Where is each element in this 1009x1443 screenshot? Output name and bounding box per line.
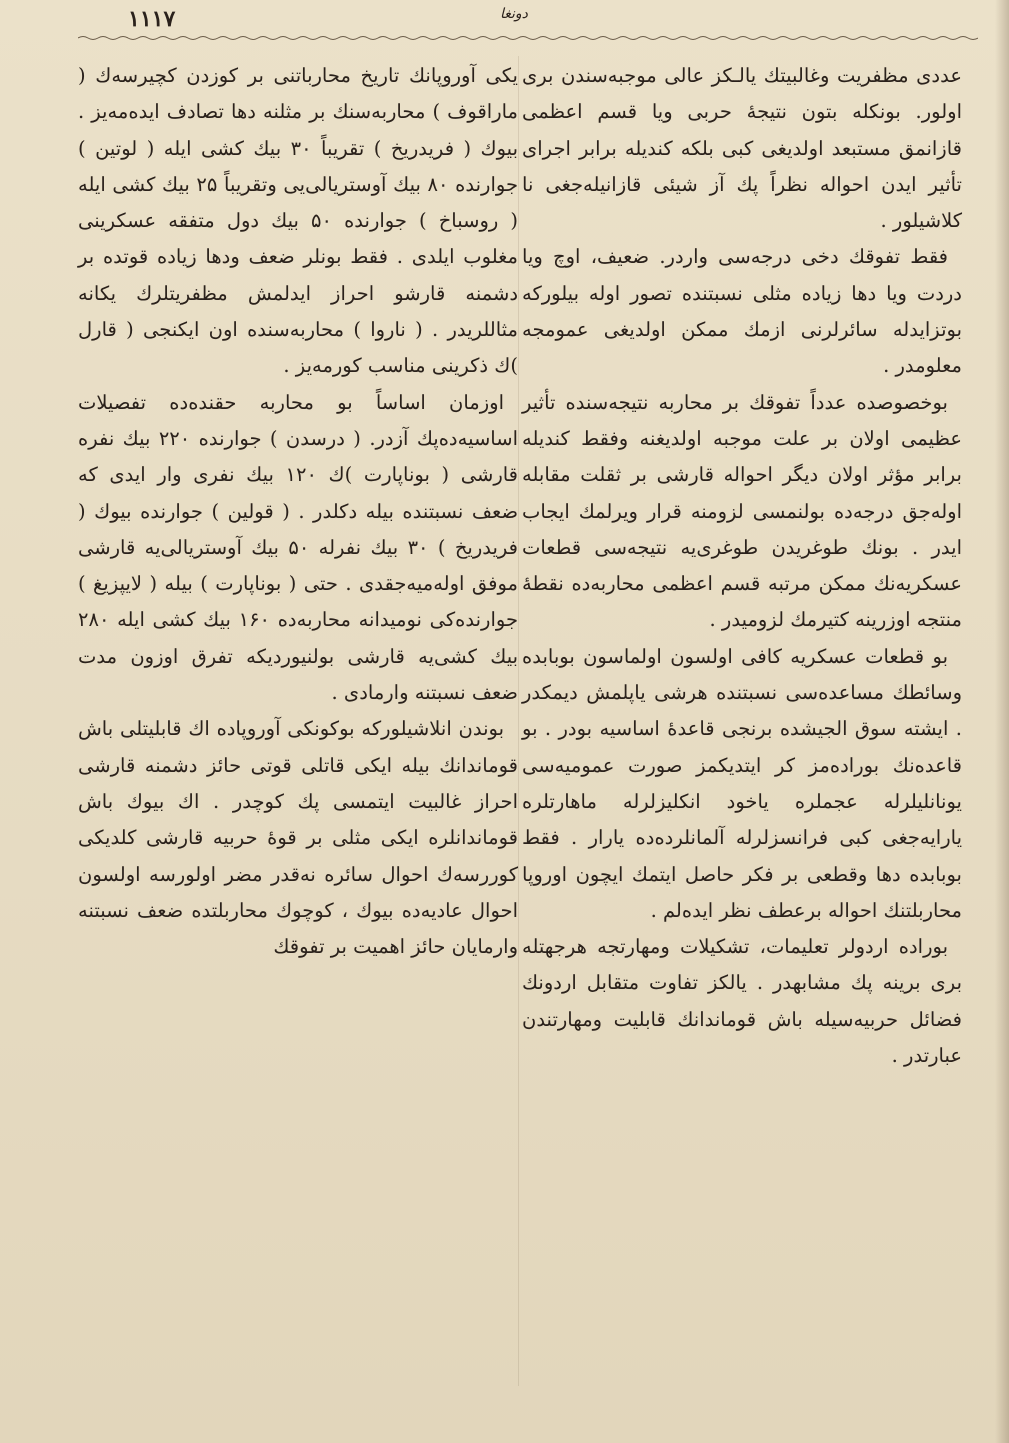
column-divider [518,56,519,1386]
paragraph: فقط تفوقك دخی درجه‌سی واردر. ضعیف، اوچ ویا دردت ویا دها زیاده مثلی نسبتنده تصور اوله بیلورکه بوتزایدله سائرلرنی ازمك ممكن اولدیغی عمومجه معلومدر . [522,245,962,378]
page-number: ١١١٧ [128,6,176,32]
paragraph: بو قطعات عسكریه كافی اولسون اولماسون بوبابده وسائطك مساعده‌سی نسبتنده هرشی یاپلمش دیمكدر . ایشته سوق الجیشده برنجی قاعدهٔ اساسیه بودر . بو قاعده‌نك بوراده‌مز كر ایتدیكمز صورت عمومیه‌سی یونانلیلرله عجملره یاخود انكلیزلرله ماهارتلره یارایه‌جغی كبی فرانسزلرله آلمانلرده‌ده یارار . فقط بوبابده دها وقطعی بر فكر حاصل ایتمك ایچون اوروپا محاربلتنك احواله برعطف نظر ایده‌لم . [522,644,962,922]
paragraph: اوزمان اساساً بو محاربه حقنده‌ده تفصیلات اساسیه‌ده‌پك آزدر. ( درسدن ) جوارنده ۲۲۰ بیك نفره قارشی ( بوناپارت )ك ۱۲۰ بیك نفری وار ایدی كه ضعف نسبتنده بیله دكلدر . ( قولین ) جوارنده بیوك ( فریدریخ ) ۳۰ بیك نفرله ۵۰ بیك آوستریالی‌یه قارشی موفق اوله‌میه‌جقدی . حتی ( بوناپارت ) بیله ( لایپزیغ ) جوارنده‌كی نومیدانه محاربه‌ده ۱۶۰ بیك كشی ایله ۲۸۰ بیك كشی‌یه قارشی بولنیوردیكه تفرق اوزون مدت ضعف نسبتنه وارمادی . [78,390,519,705]
left-column [78,58,518,965]
header-rule [78,35,978,41]
paragraph: بوراده اردولر تعلیمات، تشكیلات ومهارتجه هرجهتله بری برینه پك مشابهدر . یالكز تفاوت متقابل اردونك فضائل حربیه‌سیله باش قوماندانك قابلیت ومهارتندن عبارتدر . [522,935,962,1068]
running-title: دونغا [500,6,528,22]
paragraph: بوخصوصده عدداً تفوقك بر محاربه نتیجه‌سنده تأثیر عظیمی اولان بر علت موجبه اولدیغنه وفقط كندیله برابر مؤثر اولان دیگر احواله قارشی بر ثقلت مقابله اوله‌جق درجه‌ده بولنمسی لزومنه قرار ویرلمك ایجاب ایدر . بونك طوغریدن طوغری‌یه نتیجه‌سی قطعات عسكریه‌نك ممكن مرتبه قسم اعظمی محاربه‌ده نقطهٔ منتجه اوزرینه كتیرمك لزومیدر . [522,390,962,632]
page-edge-shadow [995,0,1009,1443]
right-column [522,58,962,1074]
paragraph: بوندن انلاشیلوركه بوكونكی آوروپاده اك قابلیتلی باش قوماندانك بیله ایكی قاتلی قوتی حائز دشمنه قارشی احراز غالبیت ایتمسی پك كوچدر . اك بیوك باش قوماندانلره ایكی مثلی بر قوهٔ حربیه قارشی كلدیكی كوررسه‌ك احوال سائره نه‌قدر مضر اولورسه اولسون احوال عادیه‌ده بیوك ، كوچوك محاربلتده ضعف نسبتنه وارمایان حائز اهمیت بر تفوقك [78,717,518,959]
paragraph: عددی مظفریت وغالبیتك یالـكز عالی موجبه‌سندن بری اولور. بونكله بتون نتیجهٔ حربی ویا قسم اعظمی قازانمق مستبعد اولدیغی كبی بلكه كندیله برابر اجرای تأثیر ایدن احواله نظراً پك آز شیئی قازانیله‌جغی نا كلاشیلور . [522,64,962,233]
paragraph: یكی آوروپانك تاریخ محارباتنی بر كوزدن كچیرسه‌ك ( ماراقوف ) محاربه‌سنك بر مثلنه دها تصادف ایده‌مه‌یز . بیوك ( فریدریخ ) تقریباً ۳۰ بیك كشی ایله ( لوتین ) جوارنده ۸۰ بیك آوستریالی‌یی وتقریباً ۲۵ بیك كشی ایله ( روسباخ ) جوارنده ۵۰ بیك دول متفقه عسكرینی مغلوب ایلدی . فقط بونلر ضعف ودها زیاده قوتده بر دشمنه قارشو احراز ایدلمش مظفریتلرك یكانه مثاللریدر . ( ناروا ) محاربه‌سنده اون ایكنجی ( قارل )ك ذكرینی مناسب كورمه‌یز . [78,64,519,378]
